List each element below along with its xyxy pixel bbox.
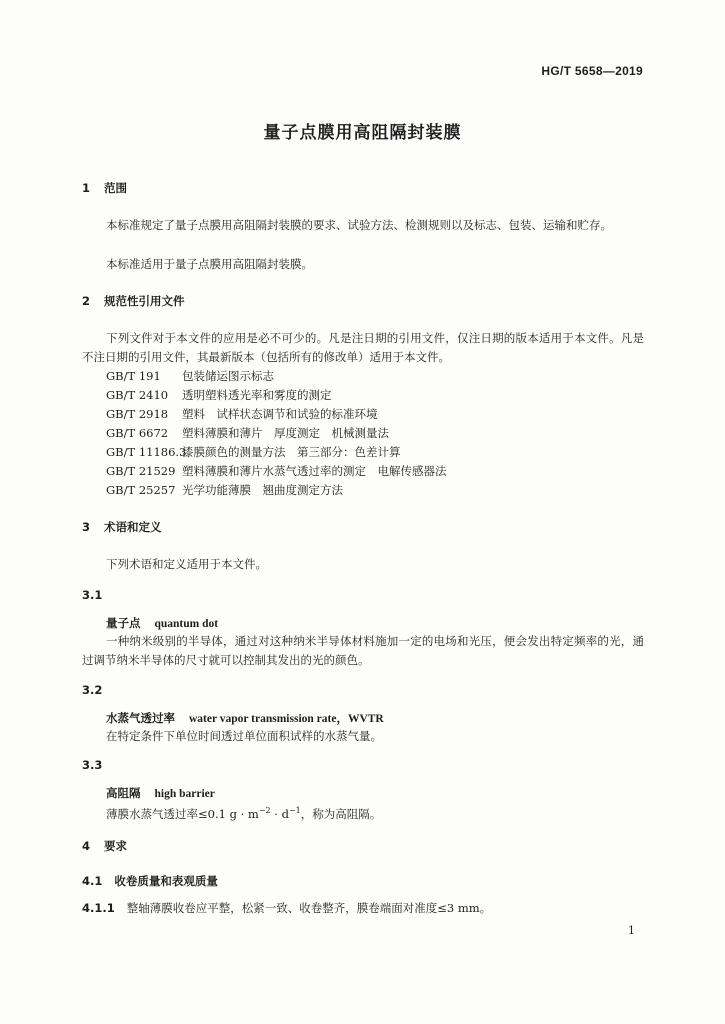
section-3-intro: 下列术语和定义适用于本文件。 <box>106 557 267 571</box>
standard-code: HG/T 5658—2019 <box>541 64 643 78</box>
reference-item <box>106 406 378 422</box>
section-title: 术语和定义 <box>104 520 162 534</box>
reference-item <box>106 387 332 403</box>
term-cn: 高阻隔 <box>106 786 141 800</box>
section-2-heading <box>82 293 185 309</box>
reference-title: 透明塑料透光率和雾度的测定 <box>182 388 332 402</box>
document-title: 量子点膜用高阻隔封装膜 <box>263 123 462 143</box>
superscript: −1 <box>288 806 301 815</box>
term-cn: 水蒸气透过率 <box>106 711 175 725</box>
reference-item <box>106 482 343 498</box>
section-title: 范围 <box>104 181 127 195</box>
term-3-3 <box>106 785 215 801</box>
reference-code: GB/T 11186.3 <box>106 445 187 459</box>
definition-part: · d <box>270 806 289 821</box>
reference-code: GB/T 2918 <box>106 407 169 421</box>
section-3-heading <box>82 519 162 535</box>
reference-title: 塑料薄膜和薄片 厚度测定 机械测量法 <box>182 426 389 440</box>
term-cn: 量子点 <box>106 616 141 630</box>
clause-3-1-number: 3.1 <box>82 588 103 602</box>
term-en: water vapor transmission rate，WVTR <box>189 713 384 725</box>
term-3-1-definition: 一种纳米级别的半导体，通过对这种纳米半导体材料施加一定的电场和光压，便会发出特定频率的光，通过调节纳米半导体的尺寸就可以控制其发出的光的颜色。 <box>82 634 644 667</box>
reference-code: GB/T 25257 <box>106 483 176 497</box>
reference-title: 塑料 试样状态调节和试验的标准环境 <box>182 407 378 421</box>
page-number: 1 <box>628 924 635 937</box>
clause-3-2-number: 3.2 <box>82 683 103 697</box>
term-3-1 <box>106 615 218 631</box>
superscript: −2 <box>258 806 271 815</box>
reference-item <box>106 463 447 479</box>
section-1-paragraph-2: 本标准适用于量子点膜用高阻隔封装膜。 <box>106 257 313 271</box>
section-number: 1 <box>82 181 91 195</box>
clause-3-3-number: 3.3 <box>82 758 103 772</box>
section-1-heading <box>82 180 127 196</box>
reference-title: 漆膜颜色的测量方法 第三部分：色差计算 <box>182 445 401 459</box>
reference-code: GB/T 6672 <box>106 426 169 440</box>
term-3-2-definition: 在特定条件下单位时间透过单位面积试样的水蒸气量。 <box>106 729 382 743</box>
reference-item <box>106 368 274 384</box>
reference-code: GB/T 21529 <box>106 464 176 478</box>
term-en: quantum dot <box>154 618 219 630</box>
section-number: 3 <box>82 520 91 534</box>
reference-code: GB/T 191 <box>106 369 161 383</box>
section-number: 4 <box>82 839 91 853</box>
reference-title: 塑料薄膜和薄片水蒸气透过率的测定 电解传感器法 <box>182 464 447 478</box>
term-3-3-definition <box>106 801 381 824</box>
term-en: high barrier <box>154 788 215 800</box>
section-number: 2 <box>82 294 91 308</box>
reference-title: 包装储运图示标志 <box>182 369 274 383</box>
section-2-intro: 下列文件对于本文件的应用是必不可少的。凡是注日期的引用文件，仅注日期的版本适用于本文件。凡是不注日期的引用文件，其最新版本（包括所有的修改单）适用于本文件。 <box>82 331 644 364</box>
section-4-heading <box>82 838 127 854</box>
section-1-paragraph-1: 本标准规定了量子点膜用高阻隔封装膜的要求、试验方法、检测规则以及标志、包装、运输和贮存。 <box>106 218 612 232</box>
definition-part: ，称为高阻隔。 <box>300 806 382 821</box>
term-3-2 <box>106 710 384 726</box>
reference-item <box>106 444 401 460</box>
definition-part: 薄膜水蒸气透过率≤0.1 g · m <box>106 806 259 821</box>
reference-title: 光学功能薄膜 翘曲度测定方法 <box>182 483 343 497</box>
clause-text: 整轴薄膜收卷应平整，松紧一致、收卷整齐，膜卷端面对准度≤3 mm。 <box>126 901 492 915</box>
section-title: 要求 <box>104 839 127 853</box>
clause-4-1-heading <box>82 873 218 889</box>
reference-item <box>106 425 389 441</box>
section-title: 规范性引用文件 <box>104 294 185 308</box>
clause-4-1-1 <box>82 900 491 916</box>
clause-number: 4.1.1 <box>82 901 115 915</box>
reference-code: GB/T 2410 <box>106 388 169 402</box>
clause-title: 收卷质量和表观质量 <box>114 874 218 888</box>
clause-number: 4.1 <box>82 874 103 888</box>
